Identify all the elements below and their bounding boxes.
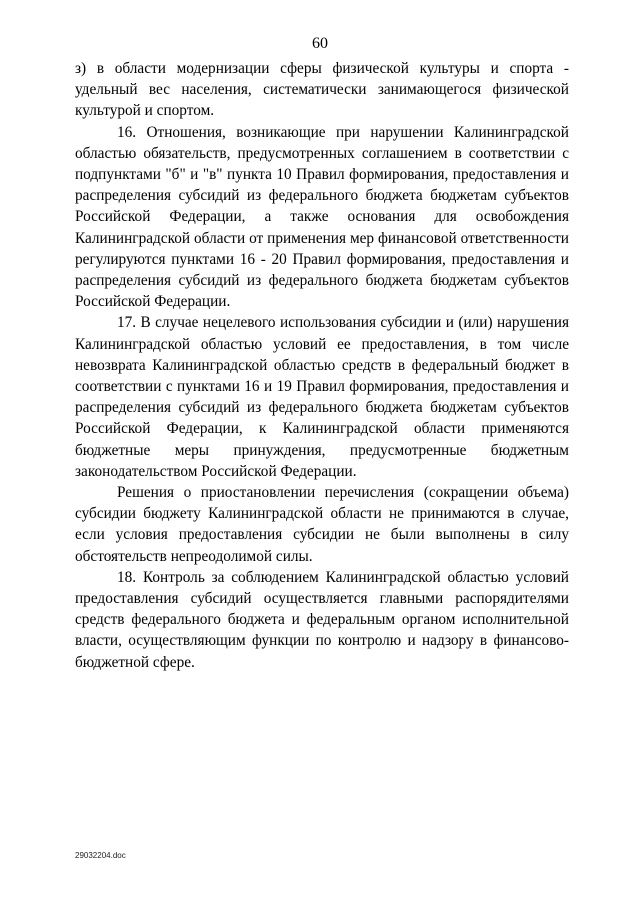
paragraph-18: 18. Контроль за соблюдением Калининградской областью условий предоставления субсидий осуществляется главными распорядителями средств федерального бюджета и федеральным органом исполнительной власти, осуществляющим функции по контролю и надзору в финансово-бюджетной сфере. xyxy=(75,568,569,671)
page-number: 60 xyxy=(312,35,328,52)
document-body xyxy=(75,58,569,673)
footer-filename: 29032204.doc xyxy=(75,851,126,860)
paragraph-17-decisions: Решения о приостановлении перечисления (сокращении объема) субсидии бюджету Калининградской области не принимаются в случае, если условия предоставления субсидии не были выполнены в силу обстоятельств непреодолимой силы. xyxy=(75,484,569,565)
paragraph-16: 16. Отношения, возникающие при нарушении Калининградской областью обязательств, предусмотренных соглашением в соответствии с подпунктами "б" и "в" пункта 10 Правил формирования, предоставления и распределения субсидий из федерального бюджета бюджетам субъектов Российской Федерации, а также основания для освобождения Калининградской области от применения мер финансовой ответственности регулируются пунктами 16 - 20 Правил формирования, предоставления и распределения субсидий из федерального бюджета бюджетам субъектов Российской Федерации. xyxy=(75,123,569,311)
paragraph-3z: з) в области модернизации сферы физической культуры и спорта - удельный вес населения, систематически занимающегося физической культурой и спортом. xyxy=(75,60,569,120)
paragraph-17: 17. В случае нецелевого использования субсидии и (или) нарушения Калининградской областью условий ее предоставления, в том числе невозврата Калининградской областью средств в федеральный бюджет в соответствии с пунктами 16 и 19 Правил формирования, предоставления и распределения субсидий из федерального бюджета бюджетам субъектов Российской Федерации, к Калининградской области применяются бюджетные меры принуждения, предусмотренные бюджетным законодательством Российской Федерации. xyxy=(75,314,569,480)
